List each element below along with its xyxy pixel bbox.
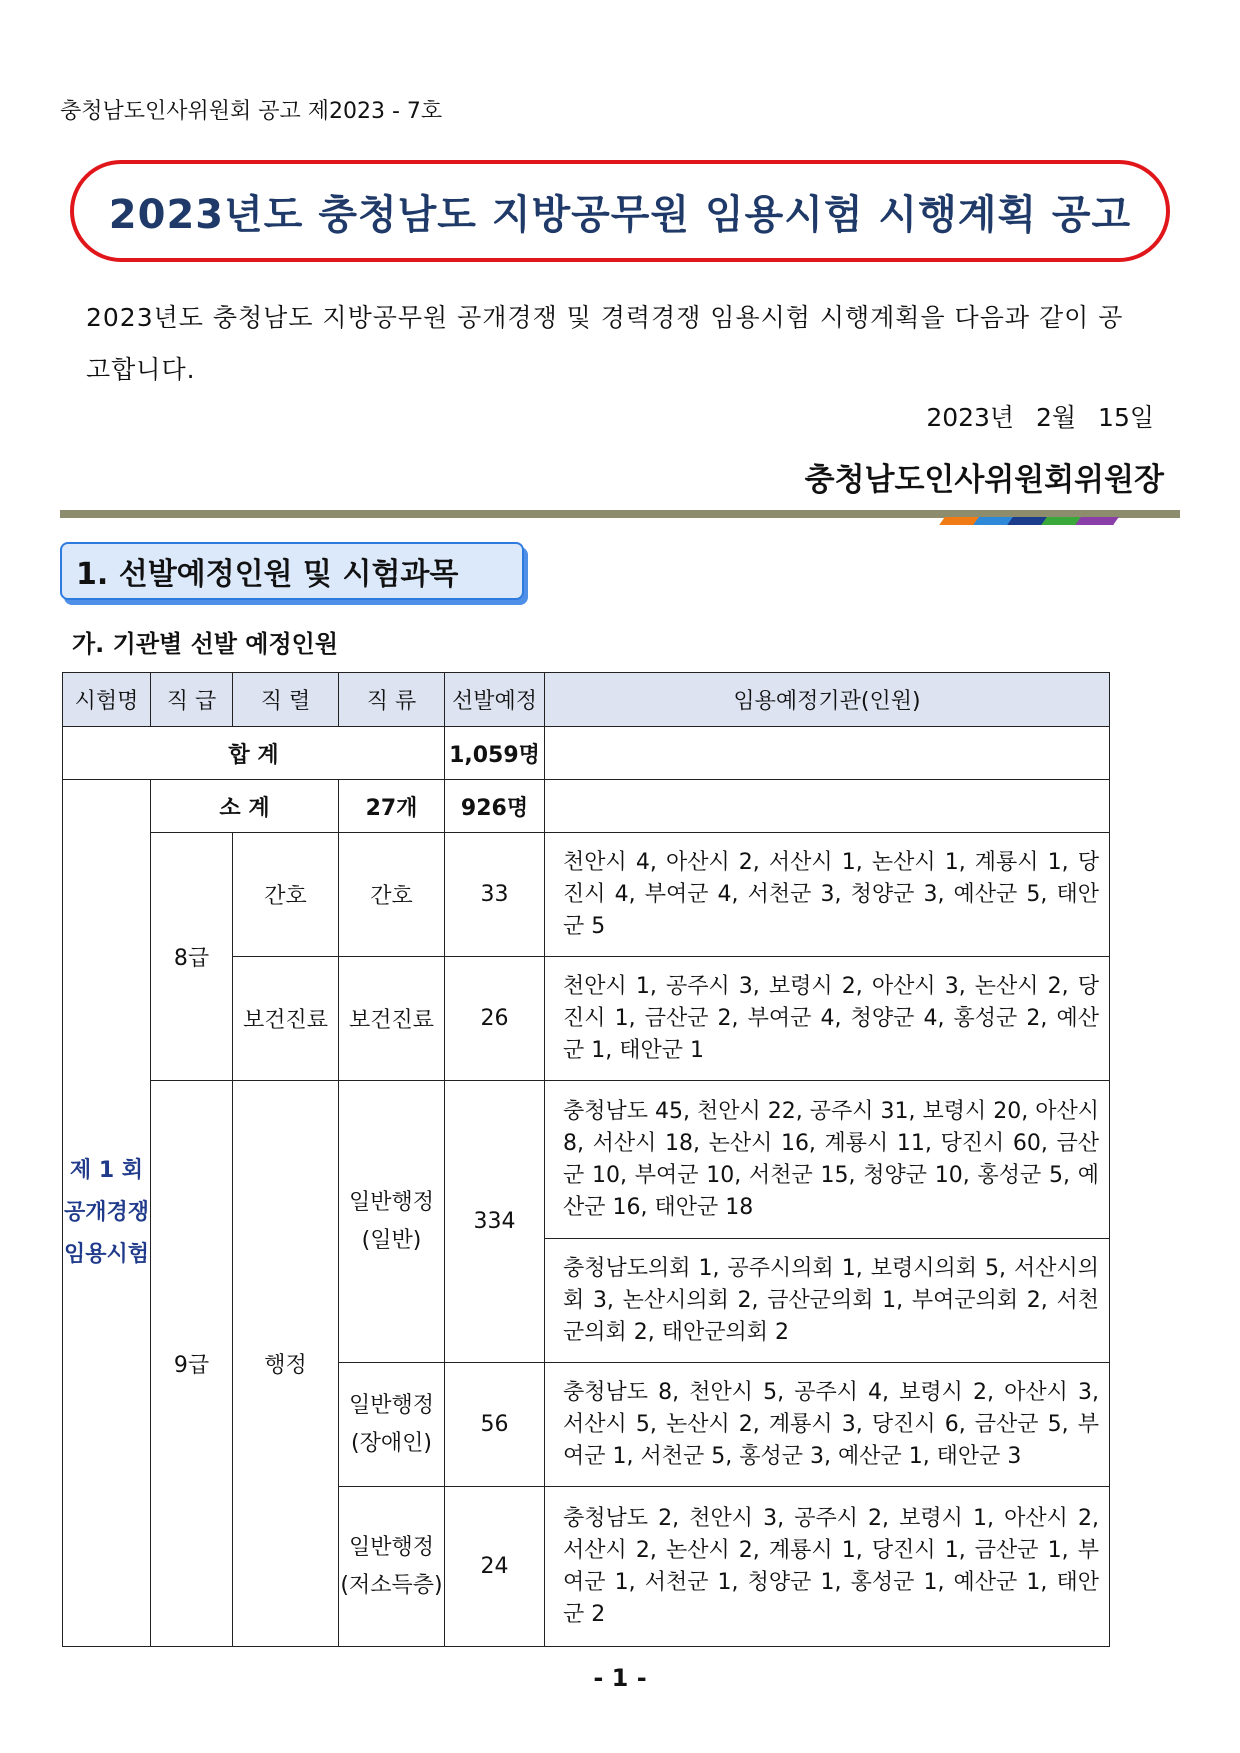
series-cell: 행정 (233, 1081, 339, 1647)
agencies-cell: 천안시 1, 공주시 3, 보령시 2, 아산시 3, 논산시 2, 당진시 1, 금산군 2, 부여군 4, 청양군 4, 홍성군 2, 예산군 1, 태안군 1 (545, 957, 1110, 1081)
subtotal-label: 소 계 (151, 780, 339, 833)
signer: 충청남도인사위원회위원장 (804, 462, 1164, 498)
divider-accent (946, 510, 1172, 518)
grade-cell: 9급 (151, 1081, 233, 1647)
planned-cell: 56 (445, 1363, 545, 1487)
exam-name-line: 제 1 회 (69, 1158, 144, 1183)
planned-cell: 26 (445, 957, 545, 1081)
class-line: (일반) (361, 1227, 422, 1253)
total-label: 합 계 (63, 727, 445, 780)
class-cell (339, 1363, 445, 1487)
agencies-cell: 충청남도의회 1, 공주시의회 1, 보령시의회 5, 서산시의회 3, 논산시의회 2, 금산군의회 1, 부여군의회 2, 서천군의회 2, 태안군의회 2 (545, 1239, 1110, 1363)
section-heading-box (60, 542, 524, 600)
agencies-cell: 천안시 4, 아산시 2, 서산시 1, 논산시 1, 계룡시 1, 당진시 4, 부여군 4, 서천군 3, 청양군 3, 예산군 5, 태안군 5 (545, 833, 1110, 957)
class-line: 일반행정 (348, 1392, 434, 1418)
grade-cell: 8급 (151, 833, 233, 1081)
exam-name-line: 임용시험 (63, 1242, 149, 1267)
section-heading: 1. 선발예정인원 및 시험과목 (76, 557, 459, 592)
table-row (63, 1081, 1110, 1239)
subtotal-agencies (545, 780, 1110, 833)
class-line: 일반행정 (348, 1534, 434, 1560)
subtotal-row (63, 780, 1110, 833)
exam-name-line: 공개경쟁 (63, 1200, 149, 1225)
table-header-row (63, 673, 1110, 727)
series-cell: 보건진료 (233, 957, 339, 1081)
series-cell: 간호 (233, 833, 339, 957)
planned-cell: 33 (445, 833, 545, 957)
class-line: 일반행정 (348, 1189, 434, 1215)
header-planned: 선발예정 (445, 673, 545, 727)
total-row (63, 727, 1110, 780)
planned-cell: 24 (445, 1487, 545, 1647)
class-cell (339, 1081, 445, 1363)
divider-accent-stripe (1075, 517, 1119, 525)
class-cell (339, 1487, 445, 1647)
agencies-cell: 충청남도 45, 천안시 22, 공주시 31, 보령시 20, 아산시 8, 서산시 18, 논산시 16, 계룡시 11, 당진시 60, 금산군 10, 부여군 10, 서천군 15, 청양군 10, 홍성군 5, 예산군 16, 태안군 18 (545, 1081, 1110, 1239)
table-row (63, 833, 1110, 957)
total-planned: 1,059명 (445, 727, 545, 780)
header-grade: 직 급 (151, 673, 233, 727)
header-exam: 시험명 (63, 673, 151, 727)
agencies-cell: 충청남도 8, 천안시 5, 공주시 4, 보령시 2, 아산시 3, 서산시 5, 논산시 2, 계룡시 3, 당진시 6, 금산군 5, 부여군 1, 서천군 5, 홍성군 3, 예산군 1, 태안군 3 (545, 1363, 1110, 1487)
notice-date: 2023년 2월 15일 (926, 403, 1154, 432)
agencies-cell: 충청남도 2, 천안시 3, 공주시 2, 보령시 1, 아산시 2, 서산시 2, 논산시 2, 계룡시 1, 당진시 1, 금산군 1, 부여군 1, 서천군 1, 청양군 1, 홍성군 1, 예산군 1, 태안군 2 (545, 1487, 1110, 1647)
planned-cell: 334 (445, 1081, 545, 1363)
class-line: (저소득층) (340, 1572, 443, 1598)
header-agencies: 임용예정기관(인원) (545, 673, 1110, 727)
header-class: 직 류 (339, 673, 445, 727)
subtotal-count: 27개 (339, 780, 445, 833)
page-number: - 1 - (593, 1664, 647, 1692)
title-box (70, 160, 1170, 262)
total-agencies (545, 727, 1110, 780)
exam-name (63, 780, 151, 1647)
document-title: 2023년도 충청남도 지방공무원 임용시험 시행계획 공고 (108, 191, 1132, 238)
header-series: 직 렬 (233, 673, 339, 727)
recruitment-table (62, 672, 1110, 1647)
class-cell: 보건진료 (339, 957, 445, 1081)
class-cell: 간호 (339, 833, 445, 957)
subtotal-planned: 926명 (445, 780, 545, 833)
intro-paragraph: 2023년도 충청남도 지방공무원 공개경쟁 및 경력경쟁 임용시험 시행계획을 다음과 같이 공고합니다. (86, 303, 1124, 384)
notice-number: 충청남도인사위원회 공고 제2023 - 7호 (60, 99, 443, 124)
subsection-heading: 가. 기관별 선발 예정인원 (72, 630, 339, 658)
class-line: (장애인) (351, 1430, 432, 1456)
